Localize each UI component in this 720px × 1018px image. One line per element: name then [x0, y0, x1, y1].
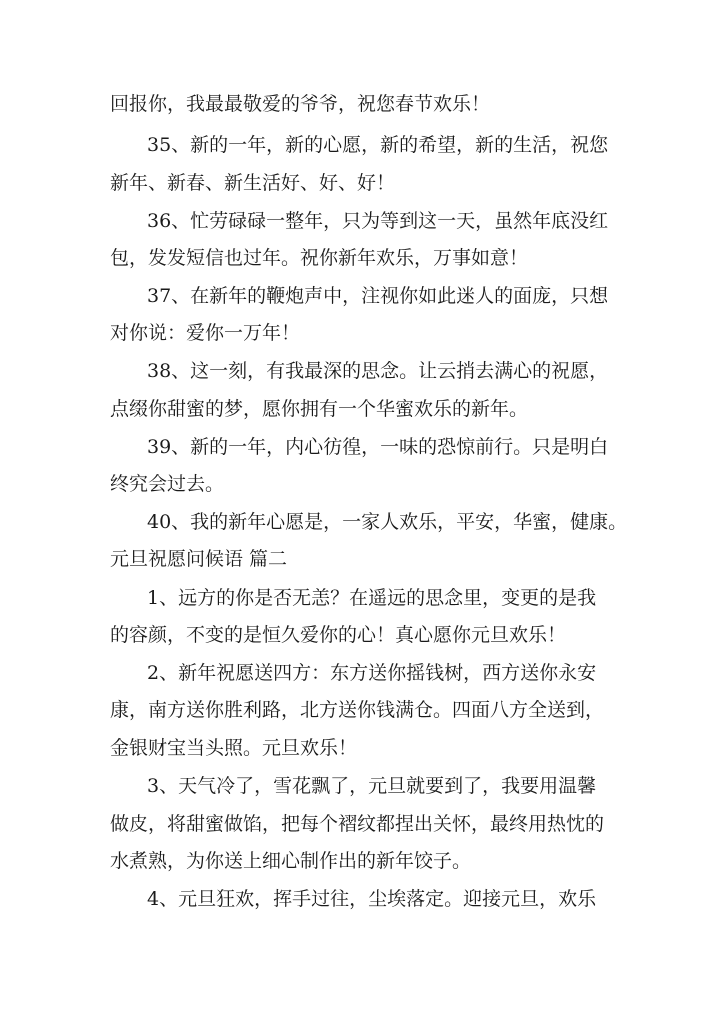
text-line: 4、元旦狂欢，挥手过往，尘埃落定。迎接元旦，欢乐	[147, 888, 597, 910]
text-line: 1、远方的你是否无恙？在遥远的思念里，变更的是我	[147, 587, 597, 609]
text-line: 水煮熟，为你送上细心制作出的新年饺子。	[110, 850, 472, 872]
text-line: 36、忙劳碌碌一整年，只为等到这一天，虽然年底没红	[147, 210, 609, 232]
text-line: 金银财宝当头照。元旦欢乐！	[110, 737, 358, 759]
text-line: 2、新年祝愿送四方：东方送你摇钱树，西方送你永安	[147, 662, 597, 684]
text-line: 回报你，我最最敬爱的爷爷，祝您春节欢乐！	[110, 93, 491, 115]
text-line: 38、这一刻，有我最深的思念。让云捎去满心的祝愿，	[147, 360, 609, 382]
text-line: 做皮，将甜蜜做馅，把每个褶纹都捏出关怀，最终用热忱的	[110, 813, 605, 835]
text-line: 点缀你甜蜜的梦，愿你拥有一个华蜜欢乐的新年。	[110, 398, 529, 420]
text-line: 3、天气冷了，雪花飘了，元旦就要到了，我要用温馨	[147, 775, 597, 797]
section-heading: 元旦祝愿问候语 篇二	[110, 548, 288, 570]
text-line: 包，发发短信也过年。祝你新年欢乐，万事如意！	[110, 247, 529, 269]
text-line: 37、在新年的鞭炮声中，注视你如此迷人的面庞，只想	[147, 285, 609, 307]
text-line: 40、我的新年心愿是，一家人欢乐，平安，华蜜，健康。	[147, 511, 628, 533]
text-line: 的容颜，不变的是恒久爱你的心！真心愿你元旦欢乐！	[110, 624, 567, 646]
text-line: 39、新的一年，内心彷徨，一味的恐惊前行。只是明白	[147, 436, 609, 458]
text-line: 新年、新春、新生活好、好、好！	[110, 172, 396, 194]
text-line: 康，南方送你胜利路，北方送你钱满仓。四面八方全送到，	[110, 699, 605, 721]
text-line: 终究会过去。	[110, 473, 225, 495]
text-line: 对你说：爱你一万年！	[110, 322, 301, 344]
text-line: 35、新的一年，新的心愿，新的希望，新的生活，祝您	[147, 134, 609, 156]
